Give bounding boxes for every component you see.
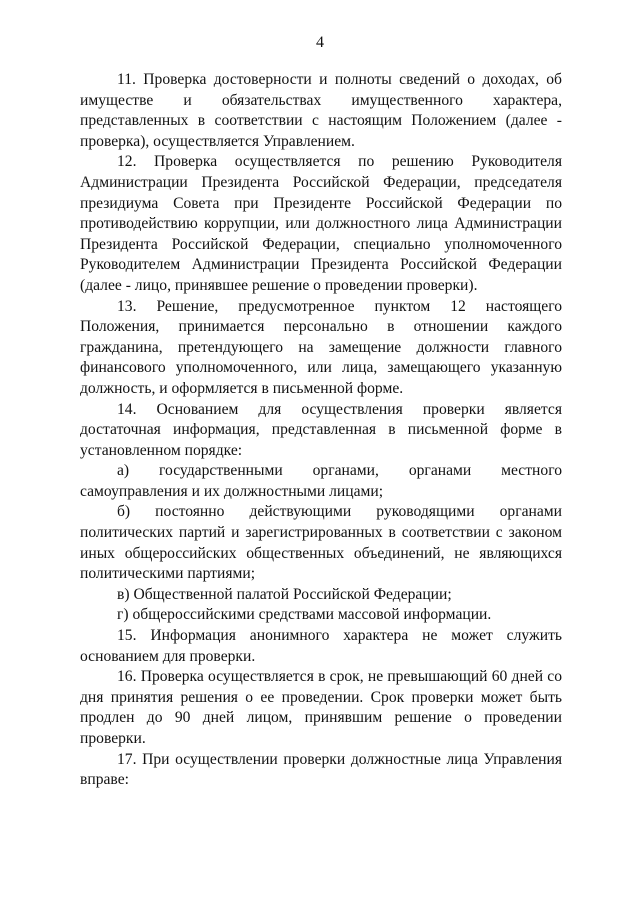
list-item-g: г) общероссийскими средствами массовой информации. (117, 606, 492, 624)
paragraph-16: 16. Проверка осуществляется в срок, не превышающий 60 дней со дня принятия решения о ее проведении. Срок проверки может быть продлен до 90 дней лицом, принявшим решение о проведении проверки. (80, 668, 562, 747)
paragraph-12: 12. Проверка осуществляется по решению Руководителя Администрации Президента Российской Федерации, председателя президиума Совета при Президенте Российской Федерации по противодействию коррупции, или должностного лица Администрации Президента Российской Федерации, специально уполномоченного Руководителем Администрации Президента Российской Федерации (далее - лицо, принявшее решение о проведении проверки). (80, 153, 562, 294)
document-body (80, 70, 562, 791)
paragraph-17: 17. При осуществлении проверки должностные лица Управления вправе: (80, 750, 562, 789)
list-item-b: б) постоянно действующими руководящими органами политических партий и зарегистрированных в соответствии с законом иных общероссийских общественных объединений, не являющихся политическими партиями; (80, 503, 562, 583)
page-number: 4 (316, 34, 324, 51)
paragraph-14: 14. Основанием для осуществления проверки является достаточная информация, представленная в письменной форме в установленном порядке: (80, 400, 562, 459)
paragraph-15: 15. Информация анонимного характера не может служить основанием для проверки. (80, 627, 562, 665)
paragraph-11: 11. Проверка достоверности и полноты сведений о доходах, об имуществе и обязательствах имущественного характера, представленных в соответствии с настоящим Положением (далее - проверка), осуществляется Управлением. (80, 71, 562, 150)
list-item-v: в) Общественной палатой Российской Федерации; (117, 585, 452, 603)
list-item-a: а) государственными органами, органами местного самоуправления и их должностными лицами; (80, 462, 562, 500)
paragraph-13: 13. Решение, предусмотренное пунктом 12 настоящего Положения, принимается персонально в отношении каждого гражданина, претендующего на замещение должности главного финансового уполномоченного, или лица, замещающего указанную должность, и оформляется в письменной форме. (80, 297, 562, 397)
